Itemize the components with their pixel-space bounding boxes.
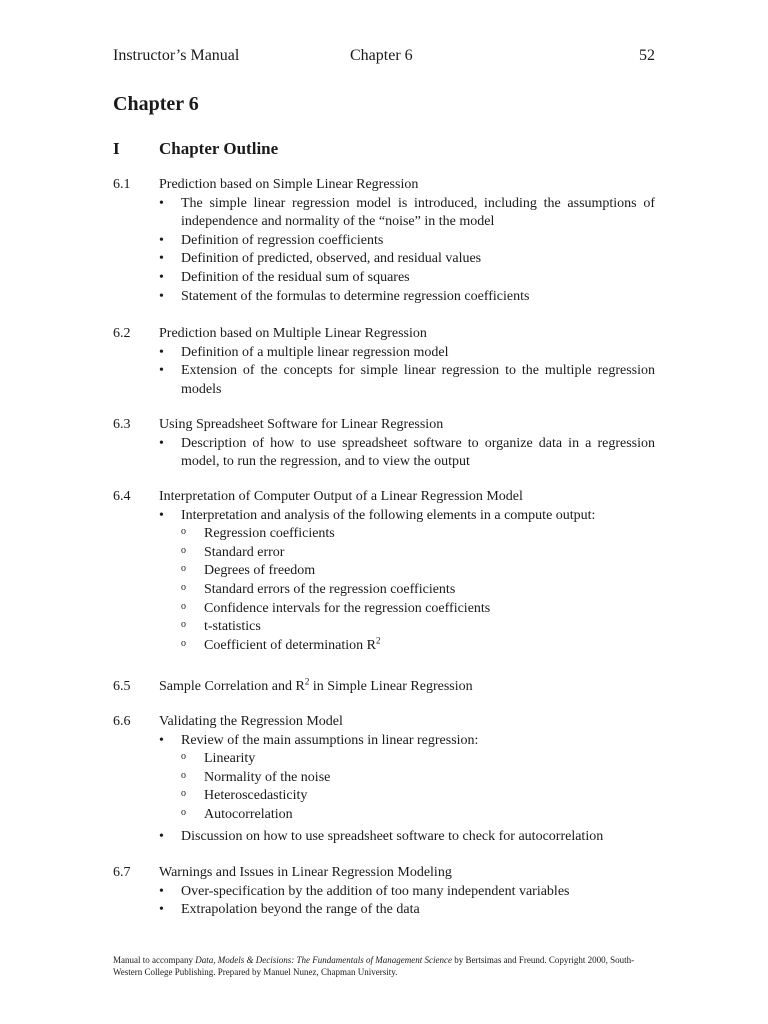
bullet-icon: • xyxy=(159,269,164,285)
footer-citation: Manual to accompany Data, Models & Decisions: The Fundamentals of Management Science by Bertsimas and Freund. Copyright 2000, South-Western College Publishing. Prepared by Manuel Nunez, Chapman University. xyxy=(113,955,635,977)
sub-bullet-icon: o xyxy=(181,581,186,593)
sub-bullet-icon: o xyxy=(181,637,186,649)
list-item: • Definition of a multiple linear regression model xyxy=(159,344,655,363)
section-title: Prediction based on Simple Linear Regression xyxy=(159,177,419,192)
list-item: • Definition of the residual sum of squares xyxy=(159,269,655,288)
list-item: • Description of how to use spreadsheet software to organize data in a regression model, to run the regression, and to view the output xyxy=(159,435,655,472)
sub-list-item: o Degrees of freedom xyxy=(181,562,655,581)
section-6-2 xyxy=(113,325,655,399)
header-page-number: 52 xyxy=(639,47,655,64)
section-title: Using Spreadsheet Software for Linear Regression xyxy=(159,417,444,432)
bullet-icon: • xyxy=(159,288,164,304)
section-title: Warnings and Issues in Linear Regression Modeling xyxy=(159,865,452,880)
superscript: 2 xyxy=(304,676,310,687)
list-item: • Extrapolation beyond the range of the data xyxy=(159,901,655,920)
section-title: Interpretation of Computer Output of a Linear Regression Model xyxy=(159,489,523,504)
sub-list-item: o Coefficient of determination $R^2$ xyxy=(181,637,655,656)
section-number: 6.2 xyxy=(113,326,131,341)
header-chapter: Chapter 6 xyxy=(350,47,413,64)
outline-title: Chapter Outline xyxy=(159,139,279,158)
list-item: • The simple linear regression model is introduced, including the assumptions of independence and normality of the “noise” in the model xyxy=(159,195,655,232)
sub-bullet-icon: o xyxy=(181,769,186,781)
sub-bullet-icon: o xyxy=(181,619,186,631)
section-number: 6.6 xyxy=(113,714,131,729)
section-title: Prediction based on Multiple Linear Regression xyxy=(159,326,427,341)
outline-number: I xyxy=(113,139,120,158)
bullet-icon: • xyxy=(159,251,164,267)
section-6-3 xyxy=(113,416,655,472)
sub-list-item: o Standard errors of the regression coefficients xyxy=(181,581,655,600)
section-title: Sample Correlation and $R^2$ in Simple Linear Regression xyxy=(159,676,473,694)
list-item: • Definition of regression coefficients xyxy=(159,232,655,251)
sub-bullet-icon: o xyxy=(181,563,186,575)
bullet-icon: • xyxy=(159,363,164,379)
sub-list-item: o Autocorrelation xyxy=(181,806,655,825)
sub-bullet-icon: o xyxy=(181,526,186,538)
section-6-1 xyxy=(113,176,655,306)
section-number: 6.1 xyxy=(113,177,131,192)
sub-bullet-icon: o xyxy=(181,600,186,612)
bullet-icon: • xyxy=(159,828,164,844)
section-6-4 xyxy=(113,488,655,655)
sub-list-item: o Heteroscedasticity xyxy=(181,787,655,806)
sub-list-item: o Normality of the noise xyxy=(181,769,655,788)
section-number: 6.5 xyxy=(113,679,131,694)
sub-list-item: o Standard error xyxy=(181,544,655,563)
bullet-icon: • xyxy=(159,232,164,248)
book-title: Data, Models & Decisions: The Fundamentals of Management Science xyxy=(195,955,452,965)
list-item: • Review of the main assumptions in linear regression: xyxy=(159,732,655,751)
list-item: • Discussion on how to use spreadsheet software to check for autocorrelation xyxy=(159,828,655,847)
list-item: • Interpretation and analysis of the following elements in a compute output: xyxy=(159,507,655,526)
section-title: Validating the Regression Model xyxy=(159,714,343,729)
sub-list-item: o Linearity xyxy=(181,750,655,769)
superscript: 2 xyxy=(375,635,381,646)
section-6-7 xyxy=(113,864,655,920)
section-number: 6.7 xyxy=(113,865,131,880)
list-item: • Over-specification by the addition of too many independent variables xyxy=(159,883,655,902)
sub-bullet-icon: o xyxy=(181,806,186,818)
bullet-icon: • xyxy=(159,883,164,899)
bullet-icon: • xyxy=(159,344,164,360)
header-manual-title: Instructor’s Manual xyxy=(113,47,240,64)
bullet-icon: • xyxy=(159,902,164,918)
chapter-title: Chapter 6 xyxy=(113,93,199,115)
sub-bullet-icon: o xyxy=(181,751,186,763)
list-item: • Extension of the concepts for simple linear regression to the multiple regression models xyxy=(159,362,655,399)
bullet-icon: • xyxy=(159,195,164,211)
sub-bullet-icon: o xyxy=(181,788,186,800)
section-number: 6.3 xyxy=(113,417,131,432)
list-item: • Definition of predicted, observed, and residual values xyxy=(159,250,655,269)
sub-list-item: o Regression coefficients xyxy=(181,525,655,544)
bullet-icon: • xyxy=(159,732,164,748)
bullet-icon: • xyxy=(159,435,164,451)
bullet-icon: • xyxy=(159,507,164,523)
section-number: 6.4 xyxy=(113,489,131,504)
list-item: • Statement of the formulas to determine regression coefficients xyxy=(159,288,655,307)
section-6-6 xyxy=(113,713,655,846)
sub-list-item: o t-statistics xyxy=(181,618,655,637)
section-6-5 xyxy=(113,678,655,697)
sub-bullet-icon: o xyxy=(181,544,186,556)
sub-list-item: o Confidence intervals for the regression coefficients xyxy=(181,600,655,619)
